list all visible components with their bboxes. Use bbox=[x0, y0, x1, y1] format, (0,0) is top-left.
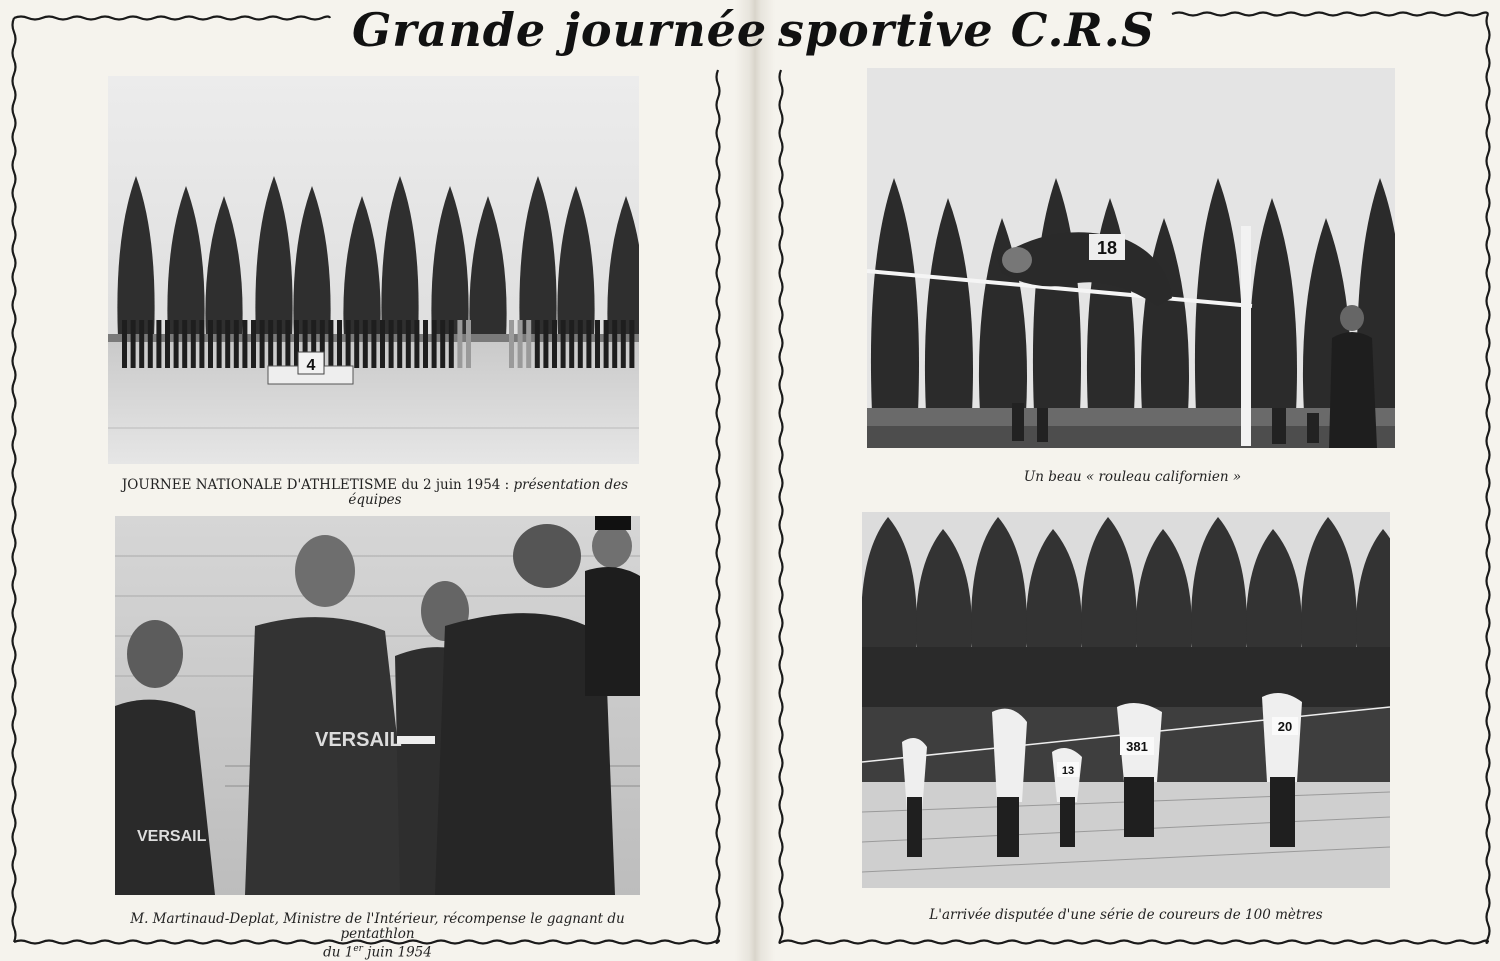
runner-bib-1: 20 bbox=[1277, 719, 1293, 734]
caption-award-line1: M. Martinaud-Deplat, Ministre de l'Intérieur, récompense le gagnant du pentathlon bbox=[130, 911, 625, 942]
page-title-right: sportive C.R.S bbox=[778, 3, 1155, 57]
runner-bib-2: 381 bbox=[1126, 739, 1148, 754]
podium-number: 4 bbox=[306, 357, 316, 374]
runner-bib-3: 13 bbox=[1061, 765, 1075, 777]
jumper-bib: 18 bbox=[1096, 238, 1118, 258]
page-title-left: Grande journée bbox=[352, 3, 768, 57]
caption-award-line2 bbox=[105, 942, 650, 961]
photo-sprint-finish bbox=[862, 512, 1390, 888]
page-gutter bbox=[735, 0, 775, 961]
caption-line2-post: juin 1954 bbox=[363, 944, 432, 961]
photo-high-jump bbox=[867, 68, 1395, 448]
caption-upright-part: JOURNEE NATIONALE D'ATHLETISME du 2 juin 1954 : bbox=[121, 477, 510, 493]
caption-team-presentation bbox=[100, 478, 650, 508]
photo-award-ceremony bbox=[115, 516, 640, 895]
shirt-text-2: VERSAIL bbox=[137, 828, 207, 845]
caption-line2-sup: er bbox=[353, 944, 363, 954]
photo-team-presentation bbox=[108, 76, 639, 464]
caption-italic-part: présentation des équipes bbox=[348, 477, 629, 508]
caption-high-jump: Un beau « rouleau californien » bbox=[1023, 469, 1242, 485]
caption-sprint-finish: L'arrivée disputée d'une série de coureurs de 100 mètres bbox=[929, 907, 1323, 923]
shirt-text-1: VERSAIL bbox=[315, 729, 402, 751]
caption-line2-pre: du 1 bbox=[323, 944, 354, 961]
caption-award-ceremony bbox=[105, 912, 650, 961]
